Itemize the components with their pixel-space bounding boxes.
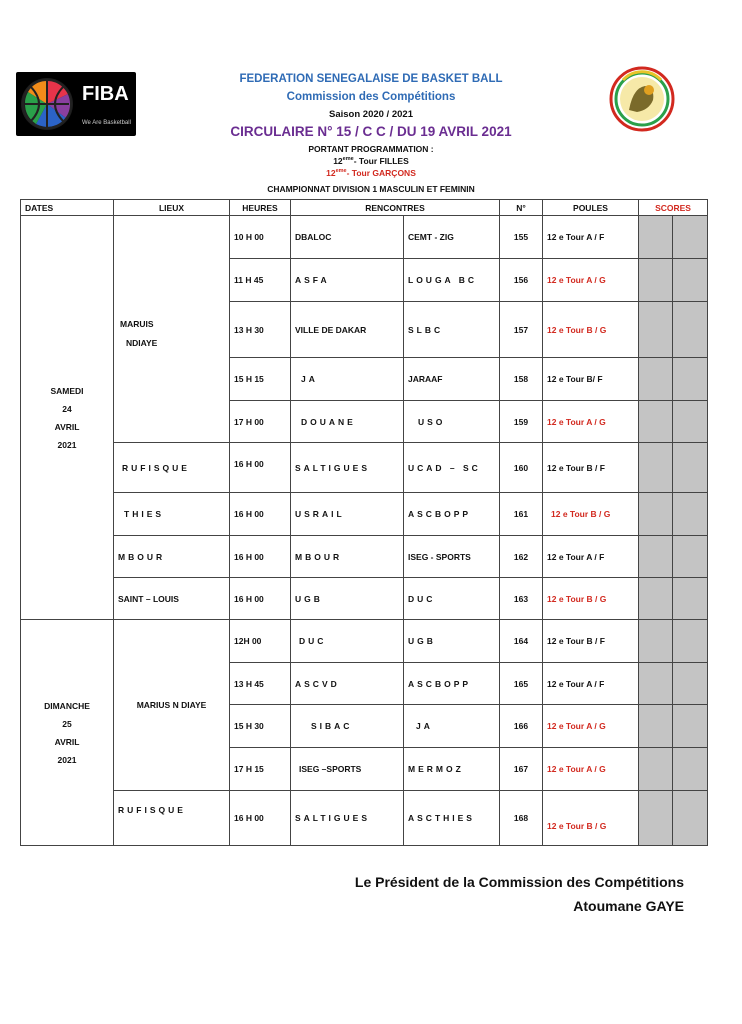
- score-away: [673, 401, 708, 443]
- heure-cell: 16 H 00: [230, 443, 291, 493]
- home-team: UGB: [291, 578, 404, 620]
- signatory-title: Le Président de la Commission des Compétitions: [354, 874, 684, 890]
- score-away: [673, 259, 708, 302]
- score-away: [673, 578, 708, 620]
- saison: Saison 2020 / 2021: [329, 109, 413, 120]
- poule-cell: 12 e Tour B / G: [543, 493, 639, 536]
- match-number: 163: [500, 578, 543, 620]
- signatory-name: Atoumane GAYE: [573, 898, 684, 914]
- header-dates: DATES: [21, 200, 114, 216]
- table-row: [21, 536, 708, 578]
- table-row: [21, 443, 708, 493]
- score-away: [673, 216, 708, 259]
- poule-cell: 12 e Tour A / G: [543, 259, 639, 302]
- away-team: JA: [404, 705, 500, 748]
- score-home: [639, 791, 673, 846]
- match-number: 162: [500, 536, 543, 578]
- schedule-table: [20, 199, 708, 846]
- score-home: [639, 443, 673, 493]
- away-team: CEMT - ZIG: [404, 216, 500, 259]
- poule-cell: 12 e Tour B / F: [543, 620, 639, 663]
- heure-cell: 15 H 15: [230, 358, 291, 401]
- federation-title: FEDERATION SENEGALAISE DE BASKET BALL: [239, 73, 503, 85]
- away-team: UCAD – SC: [404, 443, 500, 493]
- match-number: 167: [500, 748, 543, 791]
- score-home: [639, 493, 673, 536]
- match-number: 165: [500, 663, 543, 705]
- fiba-tagline: We Are Basketball: [82, 120, 131, 126]
- home-team: USRAIL: [291, 493, 404, 536]
- venue-saint-louis: SAINT – LOUIS: [114, 578, 230, 620]
- venue-thies: THIES: [114, 493, 230, 536]
- table-row: [21, 216, 708, 259]
- venue-maruis-ndiaye: MARUIS NDIAYE: [114, 216, 230, 443]
- score-home: [639, 663, 673, 705]
- heure-cell: 12H 00: [230, 620, 291, 663]
- table-row: [21, 493, 708, 536]
- date-samedi: SAMEDI 24 AVRIL 2021: [21, 216, 114, 620]
- poule-cell: 12 e Tour A / F: [543, 663, 639, 705]
- heure-cell: 16 H 00: [230, 493, 291, 536]
- home-team: JA: [291, 358, 404, 401]
- home-team: ASFA: [291, 259, 404, 302]
- heure-cell: 17 H 00: [230, 401, 291, 443]
- score-home: [639, 358, 673, 401]
- venue-marius-n-diaye: MARIUS N DIAYE: [114, 620, 230, 791]
- score-away: [673, 536, 708, 578]
- header-scores: SCORES: [639, 200, 708, 216]
- away-team: ASCBOPP: [404, 663, 500, 705]
- score-away: [673, 791, 708, 846]
- poule-cell: 12 e Tour A / G: [543, 401, 639, 443]
- home-team: MBOUR: [291, 536, 404, 578]
- heure-cell: 10 H 00: [230, 216, 291, 259]
- poule-cell: 12 e Tour B / G: [543, 302, 639, 358]
- match-number: 168: [500, 791, 543, 846]
- heure-cell: 16 H 00: [230, 536, 291, 578]
- table-row: [21, 578, 708, 620]
- programmation-label: PORTANT PROGRAMMATION :: [308, 144, 434, 154]
- heure-cell: 16 H 00: [230, 791, 291, 846]
- poule-cell: 12 e Tour B / G: [543, 578, 639, 620]
- heure-cell: 15 H 30: [230, 705, 291, 748]
- home-team: SALTIGUES: [291, 791, 404, 846]
- poule-cell: 12 e Tour B / F: [543, 443, 639, 493]
- poule-cell: 12 e Tour A / G: [543, 748, 639, 791]
- score-home: [639, 216, 673, 259]
- away-team: ISEG - SPORTS: [404, 536, 500, 578]
- match-number: 164: [500, 620, 543, 663]
- poule-cell: 12 e Tour A / F: [543, 536, 639, 578]
- home-team: ISEG –SPORTS: [291, 748, 404, 791]
- away-team: LOUGA BC: [404, 259, 500, 302]
- home-team: ASCVD: [291, 663, 404, 705]
- score-away: [673, 493, 708, 536]
- header-lieux: LIEUX: [114, 200, 230, 216]
- score-home: [639, 302, 673, 358]
- championnat-label: CHAMPIONNAT DIVISION 1 MASCULIN ET FEMININ: [267, 184, 475, 194]
- away-team: UGB: [404, 620, 500, 663]
- away-team: JARAAF: [404, 358, 500, 401]
- home-team: DBALOC: [291, 216, 404, 259]
- away-team: ASCTHIES: [404, 791, 500, 846]
- heure-cell: 11 H 45: [230, 259, 291, 302]
- tour-filles: 12eme- Tour FILLES: [333, 156, 409, 166]
- home-team: DOUANE: [291, 401, 404, 443]
- poule-cell: 12 e Tour B/ F: [543, 358, 639, 401]
- poule-cell: 12 e Tour A / F: [543, 216, 639, 259]
- score-home: [639, 259, 673, 302]
- score-away: [673, 748, 708, 791]
- score-away: [673, 358, 708, 401]
- score-home: [639, 748, 673, 791]
- header-poules: POULES: [543, 200, 639, 216]
- tour-garcons: 12eme- Tour GARÇONS: [326, 168, 416, 178]
- heure-cell: 13 H 30: [230, 302, 291, 358]
- table-header-row: [21, 200, 708, 216]
- match-number: 158: [500, 358, 543, 401]
- score-away: [673, 620, 708, 663]
- score-home: [639, 536, 673, 578]
- home-team: VILLE DE DAKAR: [291, 302, 404, 358]
- score-home: [639, 401, 673, 443]
- poule-cell: 12 e Tour A / G: [543, 705, 639, 748]
- commission-title: Commission des Compétitions: [286, 91, 456, 103]
- score-home: [639, 578, 673, 620]
- circulaire-title: CIRCULAIRE N° 15 / C C / DU 19 AVRIL 2021: [230, 124, 512, 139]
- score-away: [673, 302, 708, 358]
- score-away: [673, 443, 708, 493]
- away-team: USO: [404, 401, 500, 443]
- heure-cell: 16 H 00: [230, 578, 291, 620]
- match-number: 166: [500, 705, 543, 748]
- table-row: [21, 791, 708, 846]
- fiba-wordmark: FIBA: [82, 83, 129, 105]
- home-team: SALTIGUES: [291, 443, 404, 493]
- venue-mbour: MBOUR: [114, 536, 230, 578]
- away-team: DUC: [404, 578, 500, 620]
- match-number: 155: [500, 216, 543, 259]
- match-number: 156: [500, 259, 543, 302]
- heure-cell: 17 H 15: [230, 748, 291, 791]
- heure-cell: 13 H 45: [230, 663, 291, 705]
- match-number: 160: [500, 443, 543, 493]
- away-team: SLBC: [404, 302, 500, 358]
- home-team: DUC: [291, 620, 404, 663]
- match-number: 161: [500, 493, 543, 536]
- home-team: SIBAC: [291, 705, 404, 748]
- venue-rufisque: RUFISQUE: [114, 443, 230, 493]
- header-num: N°: [500, 200, 543, 216]
- score-home: [639, 620, 673, 663]
- header-heures: HEURES: [230, 200, 291, 216]
- score-away: [673, 663, 708, 705]
- match-number: 159: [500, 401, 543, 443]
- away-team: MERMOZ: [404, 748, 500, 791]
- away-team: ASCBOPP: [404, 493, 500, 536]
- score-home: [639, 705, 673, 748]
- header-rencontres: RENCONTRES: [291, 200, 500, 216]
- venue-rufisque-2: RUFISQUE: [114, 791, 230, 846]
- match-number: 157: [500, 302, 543, 358]
- date-dimanche: DIMANCHE 25 AVRIL 2021: [21, 620, 114, 846]
- poule-cell: 12 e Tour B / G: [543, 791, 639, 846]
- score-away: [673, 705, 708, 748]
- table-row: [21, 620, 708, 663]
